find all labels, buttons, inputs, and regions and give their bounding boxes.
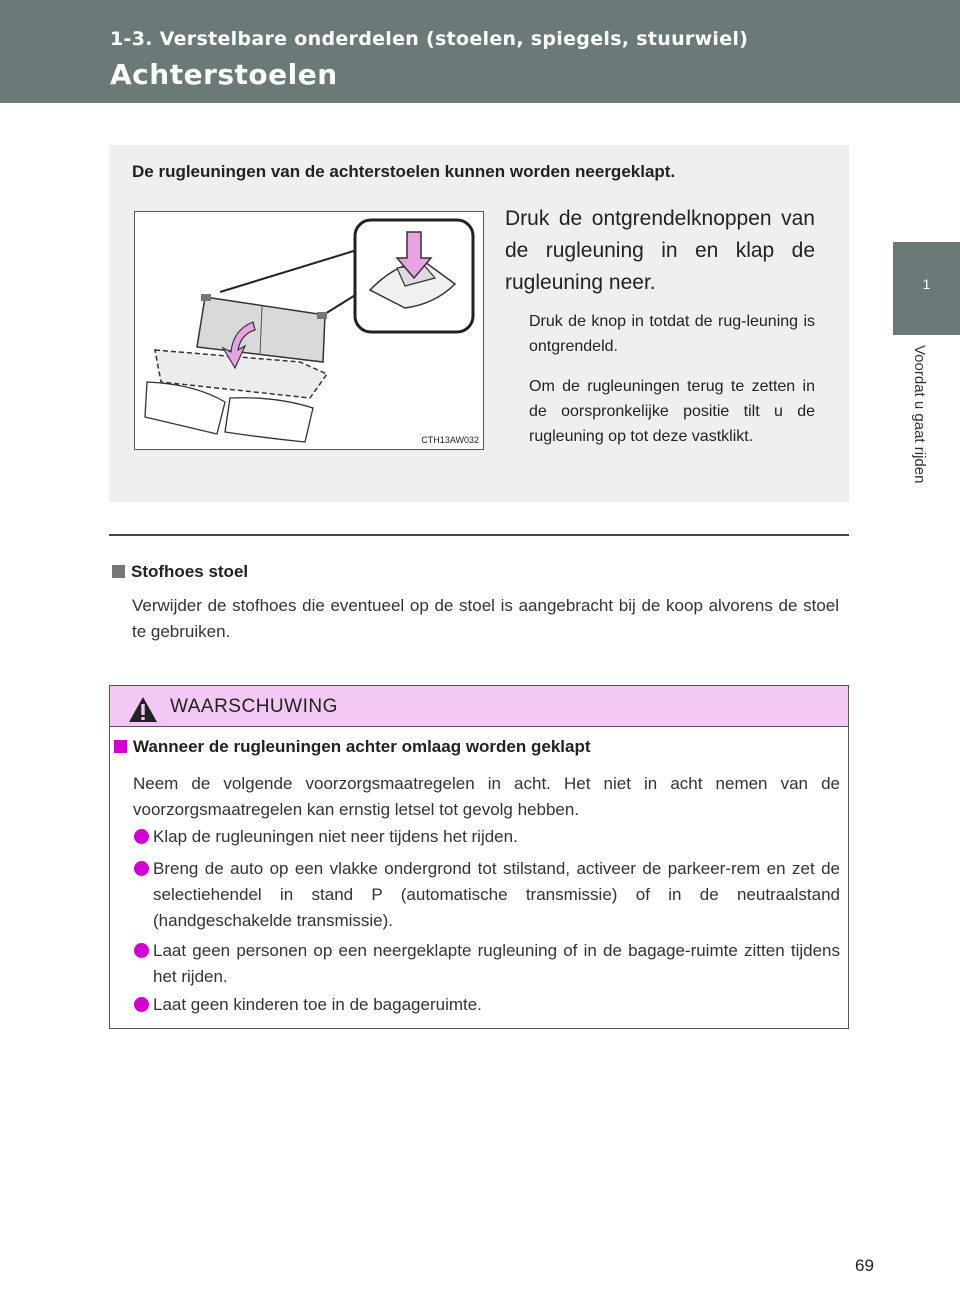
step-note-2: Om de rugleuningen terug te zetten in de oorspronkelijke positie tilt u de rugleuning op tot deze vastklikt. xyxy=(529,378,815,445)
section-heading-text: Stofhoes stoel xyxy=(131,562,249,581)
warning-intro: Neem de volgende voorzorgsmaatregelen in acht. Het niet in acht nemen van de voorzorgsmaatregelen kan ernstig letsel tot gevolg hebben. xyxy=(133,774,840,819)
bullet-dot-icon xyxy=(134,861,149,876)
step-instruction: Druk de ontgrendelknoppen van de rugleuning in en klap de rugleuning neer. xyxy=(505,207,815,294)
warning-bullet: Klap de rugleuningen niet neer tijdens het rijden. xyxy=(133,824,840,850)
warning-subheading xyxy=(114,737,591,757)
page-title: Achterstoelen xyxy=(110,58,338,91)
chapter-title: Voordat u gaat rijden xyxy=(911,345,928,484)
page-number: 69 xyxy=(855,1256,874,1275)
bullet-dot-icon xyxy=(134,997,149,1012)
instruction-panel xyxy=(109,145,849,502)
figure-code: CTH13AW032 xyxy=(421,435,479,445)
rear-seat-illustration xyxy=(134,211,484,450)
folding-seat-drawing xyxy=(135,212,483,449)
square-bullet-icon xyxy=(114,740,127,753)
section-title: 1-3. Verstelbare onderdelen (stoelen, spiegels, stuurwiel) xyxy=(110,28,749,50)
warning-bullet: Breng de auto op een vlakke ondergrond tot stilstand, activeer de parkeer-rem en zet de selectiehendel in stand P (automatische transmissie) of in de neutraalstand (handgeschakelde transmissie). xyxy=(133,856,840,934)
warning-box xyxy=(109,685,849,1029)
chapter-number: 1 xyxy=(922,276,931,292)
warning-subheading-text: Wanneer de rugleuningen achter omlaag worden geklapt xyxy=(133,737,591,756)
bullet-dot-icon xyxy=(134,829,149,844)
warning-label: WAARSCHUWING xyxy=(170,696,338,717)
warning-header xyxy=(110,686,848,727)
section-text: Verwijder de stofhoes die eventueel op de stoel is aangebracht bij de koop alvorens de stoel te gebruiken. xyxy=(132,596,839,641)
divider xyxy=(109,534,849,536)
warning-bullet: Laat geen kinderen toe in de bagageruimte. xyxy=(133,992,840,1018)
bullet-dot-icon xyxy=(134,943,149,958)
panel-intro: De rugleuningen van de achterstoelen kunnen worden neergeklapt. xyxy=(132,162,676,181)
step-note-1: Druk de knop in totdat de rug-leuning is ontgrendeld. xyxy=(529,313,815,355)
warning-bullet: Laat geen personen op een neergeklapte rugleuning of in de bagage-ruimte zitten tijdens het rijden. xyxy=(133,938,840,990)
warning-triangle-icon xyxy=(128,696,158,723)
square-bullet-icon xyxy=(112,565,125,578)
section-heading xyxy=(112,562,248,582)
